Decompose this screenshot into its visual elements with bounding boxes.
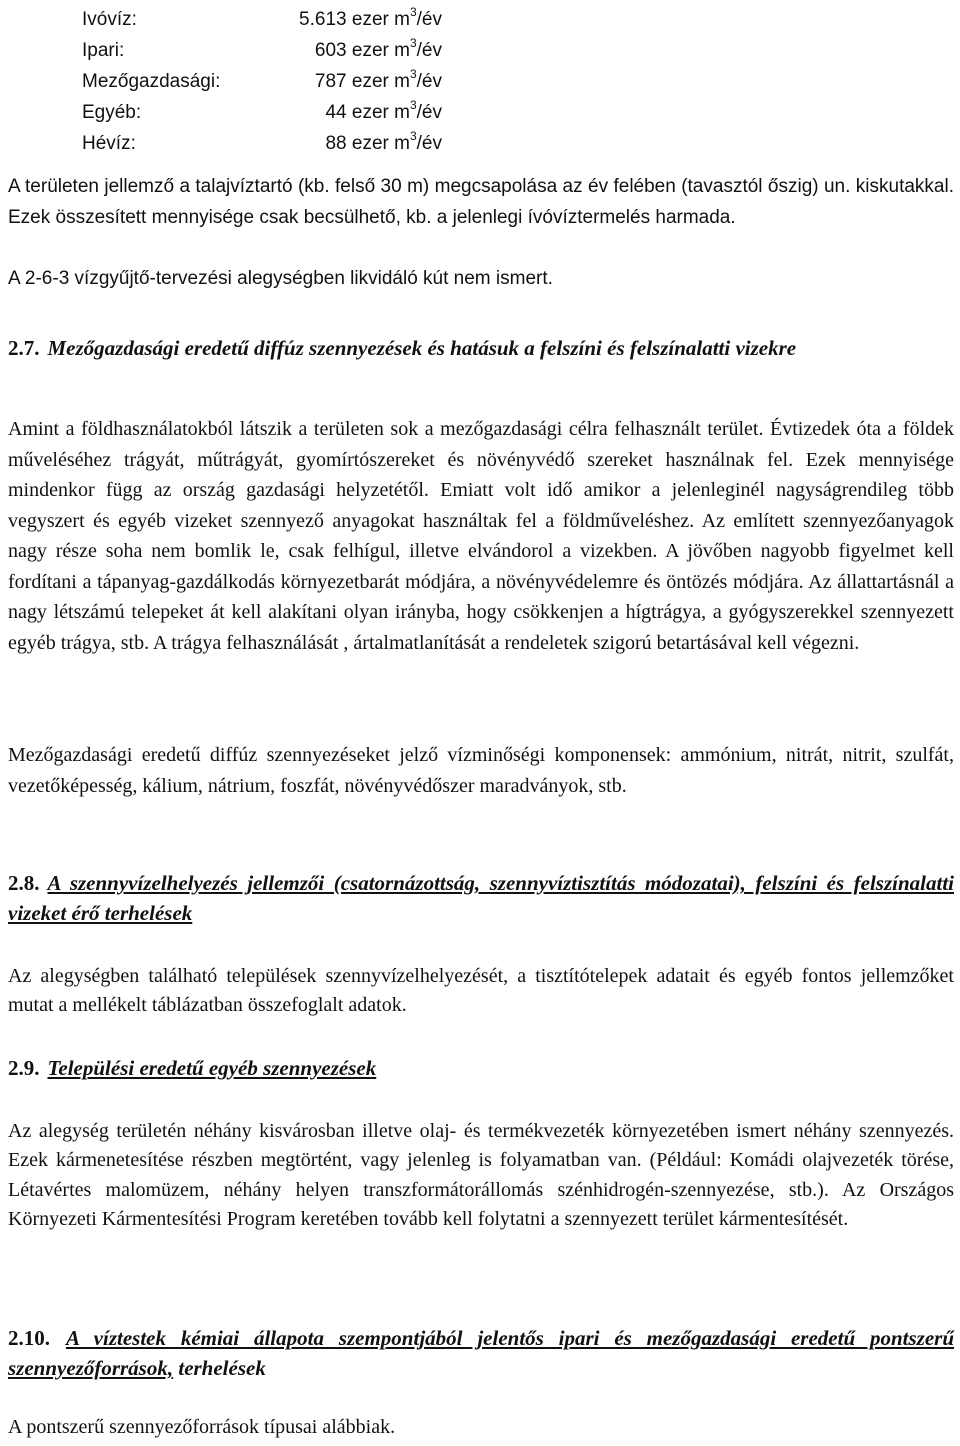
section-number: 2.7. [8,336,40,360]
section-number: 2.9. [8,1056,40,1080]
water-usage-row [82,35,442,66]
water-usage-row [82,4,442,35]
usage-label: Ipari: [82,40,125,61]
usage-label: Hévíz: [82,133,136,154]
section-heading-2-8 [8,868,954,928]
section-2-10-paragraph: A pontszerű szennyezőforrások típusai alábbiak. [8,1416,396,1438]
section-title: A víztestek kémiai állapota szempontjából jelentős ipari és mezőgazdasági eredetű pontszerű szennyezőforrások, [8,1326,954,1380]
water-usage-row [82,128,442,159]
section-title: A szennyvízelhelyezés jellemzői (csatornázottság, szennyvíztisztítás módozatai), felszíni és felszínalatti vizeket érő terhelések [8,871,954,925]
section-heading-2-10 [8,1323,954,1383]
water-usage-list [82,4,442,159]
section-heading-2-7 [8,333,954,363]
groundwater-paragraph: A területen jellemző a talajvíztartó (kb. felső 30 m) megcsapolása az év felében (tavasztól őszig) un. kiskutakkal. Ezek összesített mennyisége csak becsülhető, kb. a jelenlegi ívóvíztermelés harmada. [8,176,954,228]
water-usage-row [82,97,442,128]
usage-value: 88 ezer $m^3/év$ [325,128,442,154]
usage-value: 787 ezer $m^3/év$ [314,66,442,92]
groundwater-note: A 2-6-3 vízgyűjtő-tervezési alegységben likvidáló kút nem ismert. [8,268,553,289]
section-title: Települési eredetű egyéb szennyezések [47,1056,377,1080]
section-number: 2.8. [8,871,40,895]
section-2-9-paragraph: Az alegység területén néhány kisvárosban illetve olaj- és termékvezeték környezetében ismert néhány szennyezés. Ezek kármenetesítése részben megtörtént, vagy jelenleg is folyamatban van. (Például: Komádi olajvezeték törése, Létavértes malomüzem, néhány helyen transzformátorállomás szénhidrogén-szennyezése, stb.). Az Országos Környezeti Kármentesítési Program keretében tovább kell folytatni a szennyezett terület kármentesítését. [8,1120,954,1231]
usage-label: Ivóvíz: [82,9,137,30]
section-title: Mezőgazdasági eredetű diffúz szennyezések és hatásuk a felszíni és felszínalatti vizekre [47,336,797,360]
section-number: 2.10. [8,1326,50,1350]
section-heading-2-9 [8,1053,954,1083]
section-2-7-paragraph-2: Mezőgazdasági eredetű diffúz szennyezéseket jelző vízminőségi komponensek: ammónium, nitrát, nitrit, szulfát, vezetőképesség, kálium, nátrium, foszfát, növényvédőszer maradványok, stb. [8,744,954,797]
usage-value: 5.613 ezer $m^3/év$ [299,4,442,30]
usage-label: Mezőgazdasági: [82,71,221,92]
section-title-tail: terhelések [178,1356,266,1380]
usage-value: 603 ezer $m^3/év$ [314,35,442,61]
section-2-8-paragraph: Az alegységben található települések szennyvízelhelyezését, a tisztítótelepek adatait és egyéb fontos jellemzőket mutat a mellékelt táblázatban összefoglalt adatok. [8,965,954,1017]
usage-label: Egyéb: [82,102,142,123]
usage-value: 44 ezer $m^3/év$ [325,97,442,123]
section-2-7-paragraph-1: Amint a földhasználatokból látszik a területen sok a mezőgazdasági célra felhasznált terület. Évtizedek óta a földek műveléséhez trágyát, műtrágyát, gyomírtószereket és növényvédő szereket használnak fel. Ezek mennyisége mindenkor függ az ország gazdasági helyzetétől. Emiatt volt idő amikor a jelenleginél nagyságrendileg több vegyszert és egyéb vizeket szennyező anyagokat használtak fel a földműveléshez. Az említett szennyezőanyagok nagy része soha nem bomlik le, csak felhígul, illetve elvándorol a vizekben. A jövőben nagyobb figyelmet kell fordítani a tápanyag-gazdálkodás környezetbarát módjára, a növényvédelemre és öntözés módjára. Az állattartásnál a nagy létszámú telepeket át kell alakítani olyan irányba, hogy csökkenjen a hígtrágya, a gyógyszerekkel szennyezett egyéb trágya, stb. A trágya felhasználását , ártalmatlanítását a rendeletek szigorú betartásával kell végezni. [8,418,954,654]
water-usage-row [82,66,442,97]
